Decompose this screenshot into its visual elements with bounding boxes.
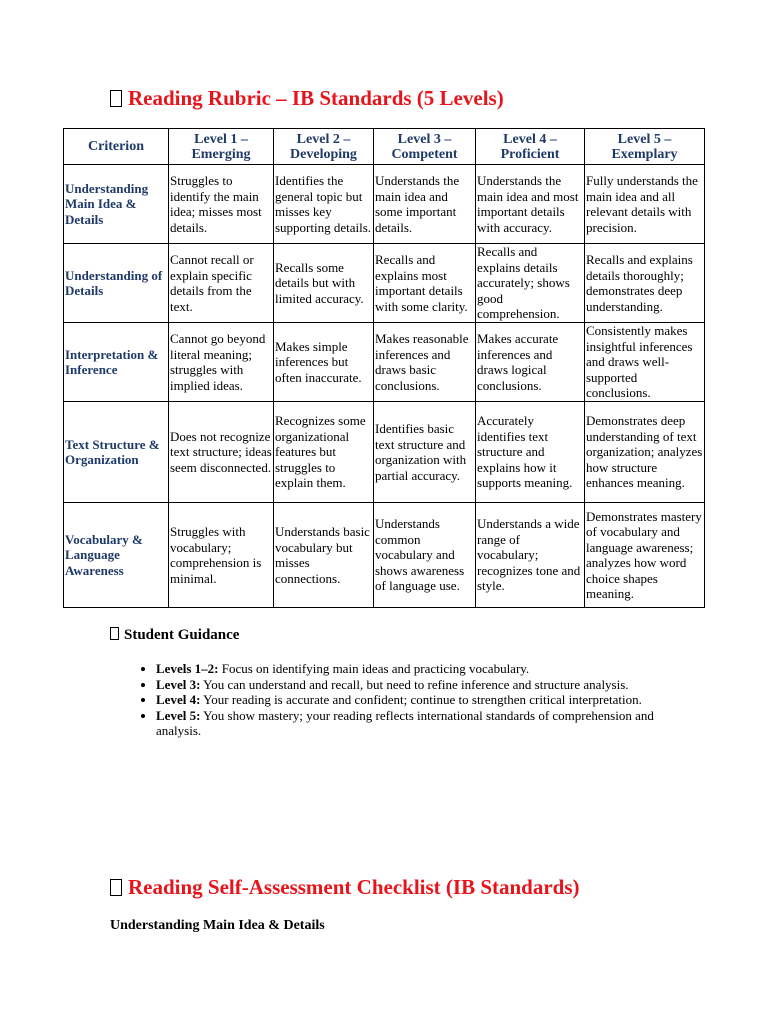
rubric-title-text: Reading Rubric – IB Standards (5 Levels) — [128, 86, 504, 110]
table-row — [64, 503, 705, 608]
criterion-cell: Vocabulary & Language Awareness — [64, 503, 169, 608]
table-cell: Accurately identifies text structure and explains how it supports meaning. — [476, 402, 585, 503]
rubric-header-row — [64, 129, 705, 165]
guidance-label: Level 5: — [156, 707, 201, 723]
guidance-text: Focus on identifying main ideas and practicing vocabulary. — [218, 661, 530, 676]
table-cell: Understands the main idea and most important details with accuracy. — [476, 165, 585, 244]
checklist-title — [110, 877, 580, 898]
guidance-label: Level 4: — [156, 692, 201, 707]
criterion-cell: Understanding of Details — [64, 244, 169, 323]
missing-glyph-icon — [110, 879, 122, 896]
table-cell: Makes accurate inferences and draws logical conclusions. — [476, 323, 585, 402]
table-row — [64, 323, 705, 402]
table-cell: Does not recognize text structure; ideas seem disconnected. — [169, 402, 274, 503]
list-item — [156, 708, 656, 739]
header-level-5: Level 5 – Exemplary — [585, 129, 705, 165]
table-cell: Struggles with vocabulary; comprehension is minimal. — [169, 503, 274, 608]
table-cell: Recalls some details but with limited accuracy. — [274, 244, 374, 323]
list-item — [156, 661, 656, 677]
table-row — [64, 165, 705, 244]
header-level-4: Level 4 – Proficient — [476, 129, 585, 165]
checklist-section-heading: Understanding Main Idea & Details — [110, 918, 325, 933]
header-criterion: Criterion — [64, 129, 169, 165]
guidance-list — [131, 661, 656, 739]
rubric-title — [110, 88, 504, 109]
table-cell: Recognizes some organizational features but struggles to explain them. — [274, 402, 374, 503]
table-cell: Recalls and explains details thoroughly; demonstrates deep understanding. — [585, 244, 705, 323]
table-cell: Identifies the general topic but misses key supporting details. — [274, 165, 374, 244]
table-cell: Cannot go beyond literal meaning; struggles with implied ideas. — [169, 323, 274, 402]
table-cell: Struggles to identify the main idea; misses most details. — [169, 165, 274, 244]
table-row — [64, 402, 705, 503]
criterion-cell: Understanding Main Idea & Details — [64, 165, 169, 244]
checklist-title-text: Reading Self-Assessment Checklist (IB Standards) — [128, 875, 580, 899]
criterion-cell: Interpretation & Inference — [64, 323, 169, 402]
table-cell: Cannot recall or explain specific details from the text. — [169, 244, 274, 323]
criterion-cell: Text Structure & Organization — [64, 402, 169, 503]
table-cell: Understands basic vocabulary but misses connections. — [274, 503, 374, 608]
list-item — [156, 677, 656, 693]
table-cell: Makes simple inferences but often inaccurate. — [274, 323, 374, 402]
table-cell: Understands a wide range of vocabulary; recognizes tone and style. — [476, 503, 585, 608]
guidance-text: You show mastery; your reading reflects international standards of comprehension and analysis. — [156, 707, 654, 738]
guidance-title-text: Student Guidance — [124, 627, 240, 643]
missing-glyph-icon — [110, 627, 119, 640]
table-cell: Demonstrates deep understanding of text organization; analyzes how structure enhances meaning. — [585, 402, 705, 503]
header-level-2: Level 2 – Developing — [274, 129, 374, 165]
guidance-text: You can understand and recall, but need to refine inference and structure analysis. — [200, 676, 629, 692]
guidance-title — [110, 627, 239, 644]
table-cell: Consistently makes insightful inferences and draws well-supported conclusions. — [585, 323, 705, 402]
table-cell: Recalls and explains details accurately; shows good comprehension. — [476, 244, 585, 323]
table-cell: Fully understands the main idea and all relevant details with precision. — [585, 165, 705, 244]
table-cell: Identifies basic text structure and organization with partial accuracy. — [374, 402, 476, 503]
header-level-3: Level 3 – Competent — [374, 129, 476, 165]
table-row — [64, 244, 705, 323]
table-cell: Understands common vocabulary and shows awareness of language use. — [374, 503, 476, 608]
list-item — [156, 692, 656, 708]
guidance-label: Level 3: — [156, 676, 201, 692]
table-cell: Demonstrates mastery of vocabulary and language awareness; analyzes how word choice shapes meaning. — [585, 503, 705, 608]
guidance-label: Levels 1–2: — [156, 661, 219, 676]
rubric-table — [63, 128, 705, 608]
table-cell: Recalls and explains most important details with some clarity. — [374, 244, 476, 323]
guidance-text: Your reading is accurate and confident; continue to strengthen critical interpretation. — [200, 692, 642, 707]
header-level-1: Level 1 – Emerging — [169, 129, 274, 165]
table-cell: Makes reasonable inferences and draws basic conclusions. — [374, 323, 476, 402]
table-cell: Understands the main idea and some important details. — [374, 165, 476, 244]
missing-glyph-icon — [110, 90, 122, 107]
